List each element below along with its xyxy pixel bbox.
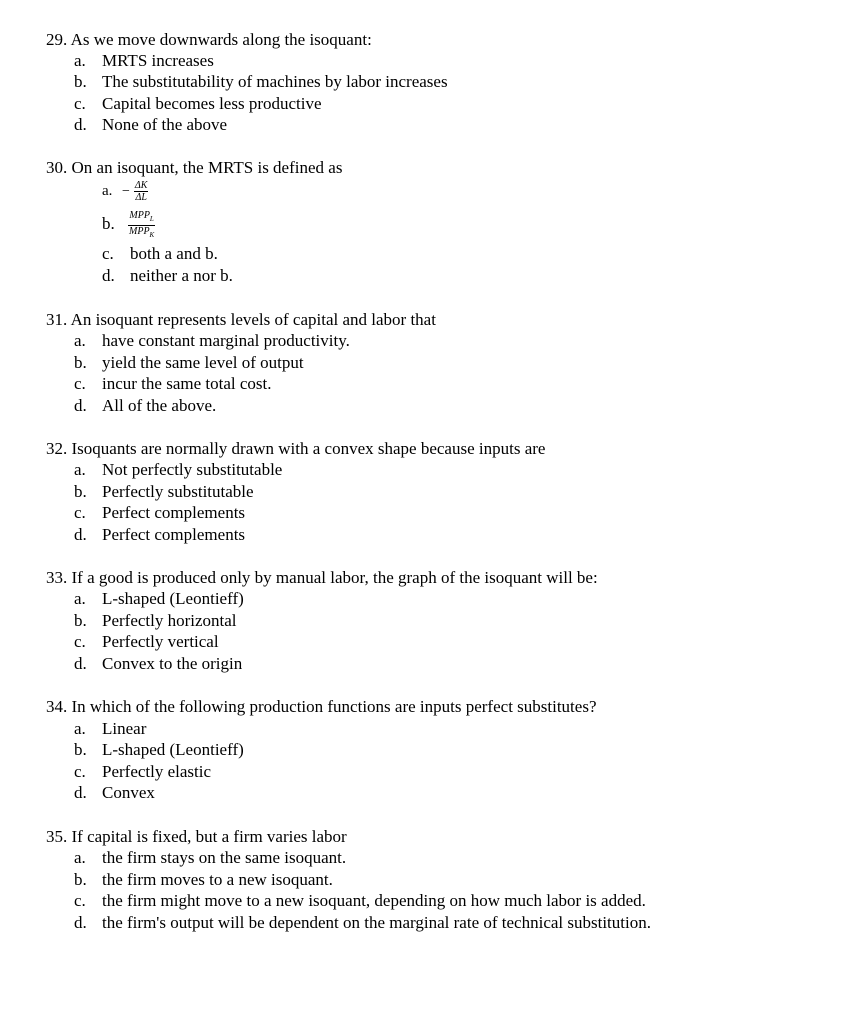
denominator-subscript: K (149, 231, 155, 239)
option-text: Not perfectly substitutable (102, 460, 283, 479)
option-d (74, 396, 216, 416)
option-d (74, 115, 227, 135)
question-number: 35. (46, 827, 68, 846)
option-text: Perfect complements (102, 525, 246, 544)
option-text: neither a nor b. (130, 266, 233, 285)
option-text: have constant marginal productivity. (102, 331, 350, 350)
option-text: Perfectly elastic (102, 762, 212, 781)
option-letter: a. (102, 183, 113, 200)
option-letter: a. (74, 331, 86, 350)
minus-sign: − (122, 183, 130, 199)
option-text: the firm might move to a new isoquant, depending on how much labor is added. (102, 891, 646, 910)
option-letter: d. (74, 783, 87, 802)
option-letter: c. (74, 891, 86, 910)
option-letter: c. (74, 762, 86, 781)
option-letter: a. (74, 589, 86, 608)
question-text: On an isoquant, the MRTS is defined as (71, 158, 343, 177)
option-letter: c. (102, 244, 114, 263)
option-text: L-shaped (Leontieff) (102, 589, 244, 608)
option-letter: a. (74, 848, 86, 867)
option-letter: c. (74, 632, 86, 651)
fraction-denominator: ΔL (135, 192, 147, 203)
question-text: As we move downwards along the isoquant: (70, 30, 372, 49)
question-number: 29. (46, 30, 68, 49)
option-d (74, 783, 155, 803)
option-text: Perfectly horizontal (102, 611, 237, 630)
option-letter: c. (74, 503, 86, 522)
denominator-text: MPP (129, 226, 150, 237)
option-text: Convex (102, 783, 155, 802)
option-text: the firm moves to a new isoquant. (102, 870, 333, 889)
option-b (74, 870, 333, 890)
numerator-subscript: L (149, 215, 154, 223)
option-d (102, 266, 233, 286)
option-text: Perfectly substitutable (102, 482, 254, 501)
option-letter: b. (74, 740, 87, 759)
option-a (74, 848, 346, 868)
option-letter: d. (74, 913, 87, 932)
fraction-numerator (128, 210, 155, 226)
option-d (74, 654, 242, 674)
option-b (74, 740, 244, 760)
option-c (74, 503, 245, 523)
question-number: 33. (46, 568, 68, 587)
option-text: All of the above. (102, 396, 217, 415)
option-c (74, 94, 322, 114)
fraction-delta-k-over-delta-l (134, 180, 149, 203)
option-c (74, 374, 271, 394)
option-a (74, 460, 282, 480)
option-letter: a. (74, 51, 86, 70)
question-stem (46, 310, 436, 330)
option-letter: a. (74, 719, 86, 738)
option-letter: d. (74, 654, 87, 673)
option-a (74, 51, 214, 71)
question-text: If capital is fixed, but a firm varies labor (71, 827, 347, 846)
option-text: yield the same level of output (102, 353, 304, 372)
fraction-numerator: ΔK (134, 180, 148, 191)
fraction-mpp-l-over-mpp-k (128, 210, 155, 241)
option-b (102, 210, 155, 241)
option-text: Linear (102, 719, 147, 738)
question-stem (46, 439, 545, 459)
option-text: the firm's output will be dependent on the marginal rate of technical substitution. (102, 913, 651, 932)
question-stem (46, 827, 347, 847)
question-stem (46, 30, 372, 50)
option-letter: d. (74, 115, 87, 134)
option-text: The substitutability of machines by labor increases (102, 72, 448, 91)
option-c (74, 891, 646, 911)
option-letter: b. (102, 214, 115, 234)
option-a (74, 331, 350, 351)
option-b (74, 482, 254, 502)
question-number: 30. (46, 158, 68, 177)
option-b (74, 353, 304, 373)
option-text: both a and b. (130, 244, 218, 263)
option-text: None of the above (102, 115, 228, 134)
option-letter: b. (74, 72, 87, 91)
option-letter: b. (74, 611, 87, 630)
option-letter: a. (74, 460, 86, 479)
option-letter: b. (74, 870, 87, 889)
question-stem (46, 568, 598, 588)
option-text: L-shaped (Leontieff) (102, 740, 244, 759)
option-b (74, 611, 237, 631)
option-c (74, 762, 211, 782)
question-text: An isoquant represents levels of capital and labor that (70, 310, 436, 329)
option-a (74, 589, 244, 609)
fraction-denominator (128, 226, 155, 241)
option-text: Capital becomes less productive (102, 94, 322, 113)
option-d (74, 913, 651, 933)
option-letter: b. (74, 482, 87, 501)
question-text: Isoquants are normally drawn with a convex shape because inputs are (71, 439, 546, 458)
option-c (74, 632, 219, 652)
option-b (74, 72, 448, 92)
option-letter: d. (74, 396, 87, 415)
option-letter: c. (74, 94, 86, 113)
option-text: Perfect complements (102, 503, 246, 522)
option-text: Perfectly vertical (102, 632, 219, 651)
option-letter: d. (74, 525, 87, 544)
option-text: Convex to the origin (102, 654, 243, 673)
option-letter: b. (74, 353, 87, 372)
option-d (74, 525, 245, 545)
question-number: 31. (46, 310, 68, 329)
question-number: 32. (46, 439, 68, 458)
option-c (102, 244, 218, 264)
option-letter: d. (102, 266, 115, 285)
question-text: In which of the following production functions are inputs perfect substitutes? (71, 697, 597, 716)
question-stem (46, 158, 342, 178)
numerator-text: MPP (129, 210, 150, 221)
option-text: incur the same total cost. (102, 374, 272, 393)
option-text: MRTS increases (102, 51, 214, 70)
option-text: the firm stays on the same isoquant. (102, 848, 347, 867)
option-letter: c. (74, 374, 86, 393)
option-a (102, 180, 148, 203)
question-stem (46, 697, 597, 717)
question-number: 34. (46, 697, 68, 716)
question-text: If a good is produced only by manual labor, the graph of the isoquant will be: (71, 568, 598, 587)
option-a (74, 719, 146, 739)
